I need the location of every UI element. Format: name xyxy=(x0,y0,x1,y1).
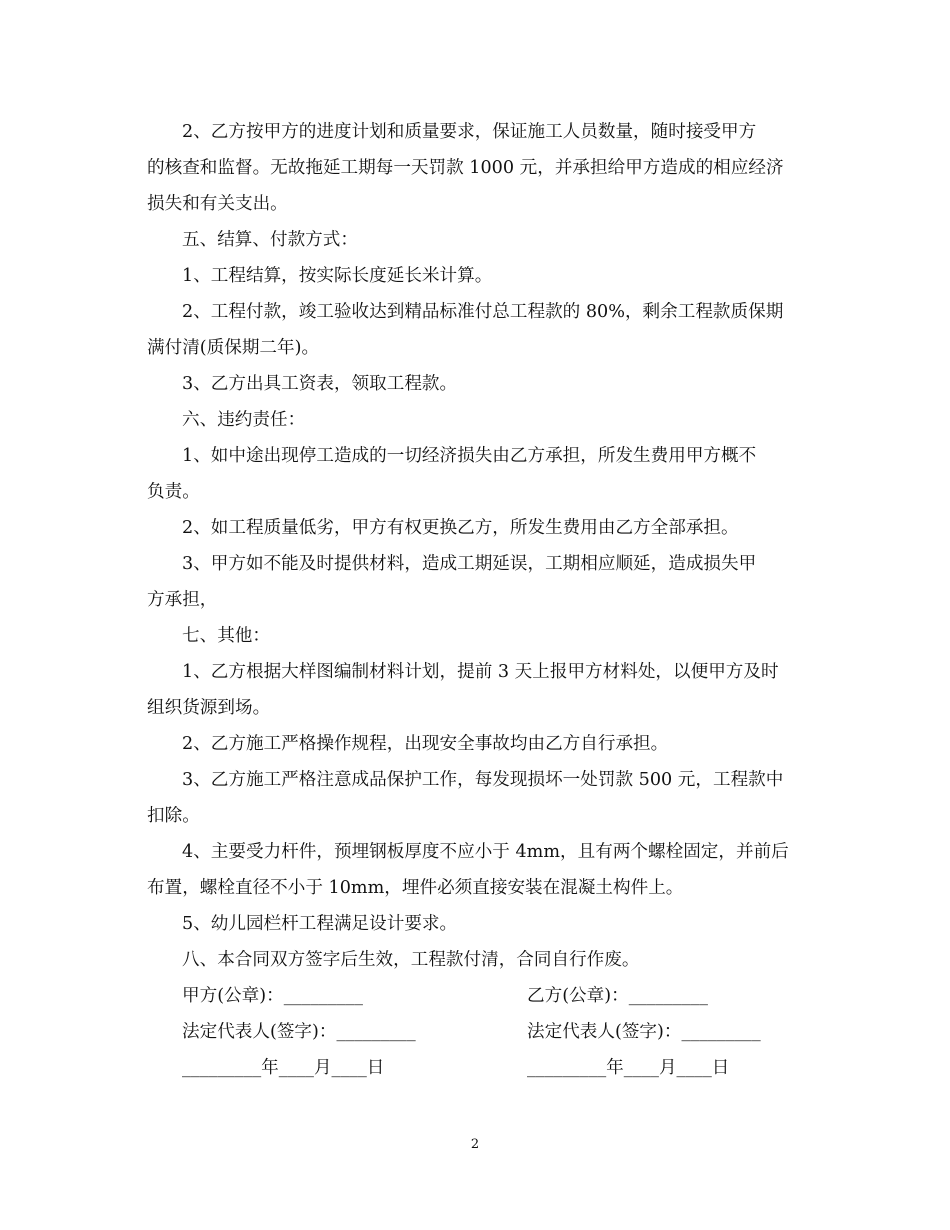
party-a-date-field: _________年____月____日 xyxy=(182,1058,385,1078)
page-number: 2 xyxy=(470,1137,480,1152)
text-line: 方承担， xyxy=(147,590,218,610)
text-line: 满付清(质保期二年)。 xyxy=(147,338,320,358)
party-b-representative-field: 法定代表人(签字)：_________ xyxy=(527,1022,761,1042)
signature-row-date xyxy=(147,1050,807,1086)
text-line: 2、乙方按甲方的进度计划和质量要求，保证施工人员数量，随时接受甲方 xyxy=(182,122,757,142)
signature-row-seal xyxy=(147,978,807,1014)
text-line: 组织货源到场。 xyxy=(147,698,271,718)
text-line: 六、违约责任： xyxy=(182,410,306,430)
signature-row-representative xyxy=(147,1014,807,1050)
text-line: 1、乙方根据大样图编制材料计划，提前 3 天上报甲方材料处，以便甲方及时 xyxy=(182,662,779,682)
text-line: 1、如中途出现停工造成的一切经济损失由乙方承担，所发生费用甲方概不 xyxy=(182,446,757,466)
text-line: 扣除。 xyxy=(147,806,200,826)
party-b-date-field: _________年____月____日 xyxy=(527,1058,730,1078)
party-a-seal-field: 甲方(公章)：_________ xyxy=(182,986,363,1006)
party-a-representative-field: 法定代表人(签字)：_________ xyxy=(182,1022,416,1042)
text-line: 的核查和监督。无故拖延工期每一天罚款 1000 元，并承担给甲方造成的相应经济 xyxy=(147,158,784,178)
text-line: 5、幼儿园栏杆工程满足设计要求。 xyxy=(182,914,458,934)
text-line: 3、乙方出具工资表，领取工程款。 xyxy=(182,374,458,394)
text-line: 布置，螺栓直径不小于 10mm，埋件必须直接安装在混凝土构件上。 xyxy=(147,878,684,898)
paragraph-lines xyxy=(147,114,807,978)
text-line: 2、工程付款，竣工验收达到精品标准付总工程款的 80%，剩余工程款质保期 xyxy=(182,302,784,322)
text-line: 八、本合同双方签字后生效，工程款付清，合同自行作废。 xyxy=(182,950,640,970)
text-line: 七、其他： xyxy=(182,626,270,646)
text-line: 损失和有关支出。 xyxy=(147,194,288,214)
text-line: 3、乙方施工严格注意成品保护工作，每发现损坏一处罚款 500 元，工程款中 xyxy=(182,770,784,790)
text-line: 2、如工程质量低劣，甲方有权更换乙方，所发生费用由乙方全部承担。 xyxy=(182,518,739,538)
text-line: 2、乙方施工严格操作规程，出现安全事故均由乙方自行承担。 xyxy=(182,734,669,754)
party-b-seal-field: 乙方(公章)：_________ xyxy=(527,986,708,1006)
text-line: 3、甲方如不能及时提供材料，造成工期延误，工期相应顺延，造成损失甲 xyxy=(182,554,757,574)
text-line: 五、结算、付款方式： xyxy=(182,230,358,250)
contract-body xyxy=(147,114,807,1086)
text-line: 4、主要受力杆件，预埋钢板厚度不应小于 4mm，且有两个螺栓固定，并前后 xyxy=(182,842,789,862)
text-line: 负责。 xyxy=(147,482,200,502)
text-line: 1、工程结算，按实际长度延长米计算。 xyxy=(182,266,493,286)
